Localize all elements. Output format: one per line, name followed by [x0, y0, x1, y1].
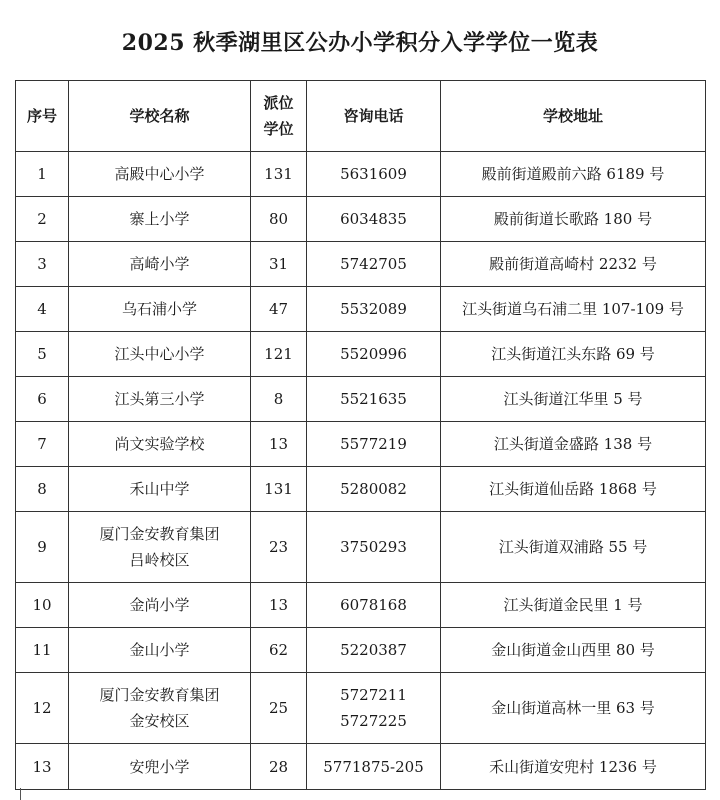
row-phone: [307, 332, 441, 377]
header-seats-line2: 学位: [263, 120, 294, 138]
table-header-row: [16, 81, 706, 152]
header-seats: [251, 81, 307, 152]
row-index: 8: [16, 467, 69, 512]
phone-line: 5631609: [340, 165, 407, 183]
phone-line: 5532089: [340, 300, 407, 318]
row-school-name: [69, 467, 251, 512]
table-row: [16, 197, 706, 242]
table-row: [16, 628, 706, 673]
table-row: [16, 744, 706, 790]
row-index: 1: [16, 152, 69, 197]
table-row: [16, 242, 706, 287]
row-seats: 121: [251, 332, 307, 377]
row-index: 5: [16, 332, 69, 377]
row-index: 9: [16, 512, 69, 583]
row-phone: [307, 628, 441, 673]
row-index: 7: [16, 422, 69, 467]
table-row: [16, 583, 706, 628]
row-school-name: [69, 197, 251, 242]
row-seats: 80: [251, 197, 307, 242]
table-row: [16, 332, 706, 377]
row-seats: 8: [251, 377, 307, 422]
phone-line: 5771875-205: [323, 757, 424, 776]
row-school-name: [69, 583, 251, 628]
row-index: 11: [16, 628, 69, 673]
school-name-line: 吕岭校区: [129, 551, 190, 569]
header-school-name: 学校名称: [69, 81, 251, 152]
row-phone: [307, 744, 441, 790]
row-school-name: [69, 242, 251, 287]
row-address: 殿前街道殿前六路 6189 号: [441, 152, 706, 197]
row-phone: [307, 377, 441, 422]
row-school-name: [69, 422, 251, 467]
phone-line: 5220387: [340, 641, 407, 659]
row-seats: 131: [251, 467, 307, 512]
table-row: [16, 152, 706, 197]
row-school-name: [69, 512, 251, 583]
school-name-line: 江头中心小学: [114, 345, 205, 363]
row-address: 江头街道江华里 5 号: [441, 377, 706, 422]
row-seats: 28: [251, 744, 307, 790]
phone-line: 5577219: [340, 435, 407, 453]
table-row: [16, 467, 706, 512]
header-address: 学校地址: [441, 81, 706, 152]
row-address: 殿前街道长歌路 180 号: [441, 197, 706, 242]
page-title: 2025 秋季湖里区公办小学积分入学学位一览表: [121, 30, 599, 56]
row-address: 江头街道仙岳路 1868 号: [441, 467, 706, 512]
row-phone: [307, 287, 441, 332]
phone-line: 5280082: [340, 480, 407, 498]
table-row: [16, 422, 706, 467]
row-phone: [307, 512, 441, 583]
row-seats: 131: [251, 152, 307, 197]
school-name-line: 江头第三小学: [114, 390, 205, 408]
phone-line: 5520996: [340, 345, 407, 363]
header-seats-line1: 派位: [263, 94, 294, 112]
row-index: 13: [16, 744, 69, 790]
header-index: 序号: [16, 81, 69, 152]
table-row: [16, 673, 706, 744]
row-address: 江头街道江头东路 69 号: [441, 332, 706, 377]
school-name-line: 金山小学: [129, 641, 190, 659]
phone-line: 5727211: [340, 686, 407, 704]
table-body: [16, 152, 706, 790]
row-address: 江头街道双浦路 55 号: [441, 512, 706, 583]
row-index: 3: [16, 242, 69, 287]
phone-line: 5727225: [340, 712, 407, 730]
school-name-line: 厦门金安教育集团: [99, 525, 220, 543]
phone-line: 5521635: [340, 390, 407, 408]
row-address: 江头街道乌石浦二里 107-109 号: [441, 287, 706, 332]
row-seats: 13: [251, 422, 307, 467]
phone-line: 5742705: [340, 255, 407, 273]
school-name-line: 金安校区: [129, 712, 190, 730]
row-address: 金山街道高林一里 63 号: [441, 673, 706, 744]
school-name-line: 高崎小学: [129, 255, 190, 273]
school-name-line: 寨上小学: [129, 210, 190, 228]
row-address: 江头街道金盛路 138 号: [441, 422, 706, 467]
row-phone: [307, 467, 441, 512]
header-phone: 咨询电话: [307, 81, 441, 152]
row-seats: 13: [251, 583, 307, 628]
row-school-name: [69, 287, 251, 332]
row-school-name: [69, 152, 251, 197]
row-phone: [307, 197, 441, 242]
row-school-name: [69, 744, 251, 790]
row-phone: [307, 422, 441, 467]
row-address: 江头街道金民里 1 号: [441, 583, 706, 628]
phone-line: 6078168: [340, 596, 407, 614]
phone-line: 6034835: [340, 210, 407, 228]
row-index: 2: [16, 197, 69, 242]
school-table: [15, 80, 706, 790]
row-phone: [307, 242, 441, 287]
row-index: 12: [16, 673, 69, 744]
row-seats: 31: [251, 242, 307, 287]
school-name-line: 尚文实验学校: [114, 435, 205, 453]
row-seats: 62: [251, 628, 307, 673]
row-school-name: [69, 332, 251, 377]
row-school-name: [69, 628, 251, 673]
row-index: 4: [16, 287, 69, 332]
row-index: 6: [16, 377, 69, 422]
row-school-name: [69, 377, 251, 422]
row-address: 殿前街道高崎村 2232 号: [441, 242, 706, 287]
row-phone: [307, 583, 441, 628]
row-address: 金山街道金山西里 80 号: [441, 628, 706, 673]
phone-line: 3750293: [340, 538, 407, 556]
table-row: [16, 287, 706, 332]
school-name-line: 乌石浦小学: [121, 300, 197, 318]
row-seats: 23: [251, 512, 307, 583]
school-name-line: 高殿中心小学: [114, 165, 205, 183]
row-address: 禾山街道安兜村 1236 号: [441, 744, 706, 790]
table-row: [16, 512, 706, 583]
row-seats: 47: [251, 287, 307, 332]
school-name-line: 禾山中学: [129, 480, 190, 498]
row-phone: [307, 673, 441, 744]
table-continuation-line: [20, 788, 21, 800]
table-row: [16, 377, 706, 422]
row-school-name: [69, 673, 251, 744]
row-index: 10: [16, 583, 69, 628]
row-phone: [307, 152, 441, 197]
school-name-line: 安兜小学: [129, 757, 190, 776]
school-name-line: 金尚小学: [129, 596, 190, 614]
row-seats: 25: [251, 673, 307, 744]
school-name-line: 厦门金安教育集团: [99, 686, 220, 704]
